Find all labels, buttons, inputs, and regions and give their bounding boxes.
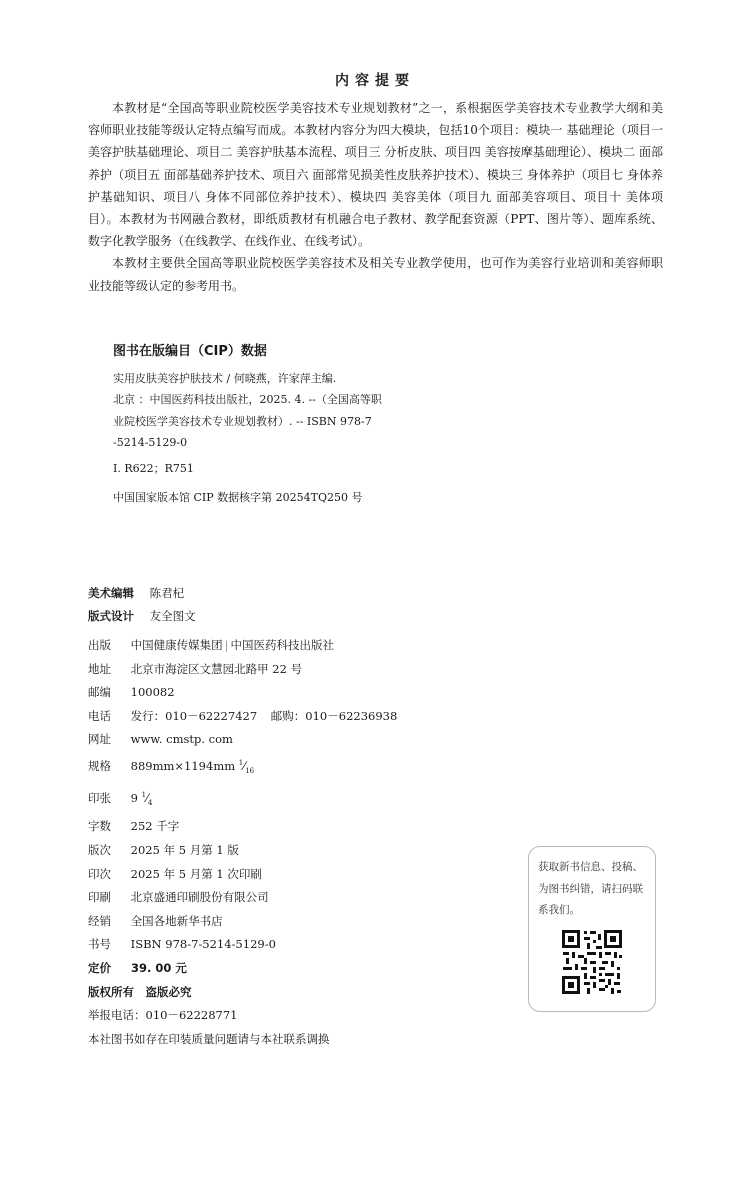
summary-paragraph-1: 本教材是“全国高等职业院校医学美容技术专业规划教材”之一，系根据医学美容技术专业教学大纲和美容师职业技能等级认定特点编写而成。本教材内容分为四大模块，包括10个项目：模块一 基础理论（项目一 美容护肤基础理论、项目二 美容护肤基本流程、项目三 分析皮肤、项目四 美容按摩基础理论）、模块二 面部养护（项目五 面部基础养护技术、项目六 面部常见损美性皮肤养护技术）、模块三 身体养护（项目七 身体养护基础知识、项目八 身体不同部位养护技术）、模块四 美容美体（项目九 面部美容项目、项目十 美体项目）。本教材为书网融合教材，即纸质教材有机融合电子教材、教学配套资源（PPT、图片等）、题库系统、数字化教学服务（在线教学、在线作业、在线考试）。 [88,101,663,249]
phone-issue: 发行：010－62227427 [130,708,258,723]
report-phone: 举报电话：010－62228771 [88,1008,238,1023]
publication-info [88,634,397,1051]
sheets-fraction-numerator: 1 [141,790,147,799]
phone-row [88,705,397,729]
spec-label: 规格 [88,758,111,773]
art-editor-label: 美术编辑 [88,586,134,600]
impression-row [88,863,397,887]
art-editor-row [88,582,196,605]
price-label: 定价 [88,960,111,975]
layout-design-value: 友全图文 [149,608,196,623]
copyright-notice: 版权所有 盗版必究 [88,984,192,999]
edition-value: 2025 年 5 月第 1 版 [130,843,239,857]
word-count-row [88,815,397,839]
address-row [88,658,397,682]
edition-row [88,839,397,863]
postcode-label: 邮编 [88,685,111,700]
price-value: 39. 00 元 [131,960,187,975]
address-value: 北京市海淀区文慧园北路甲 22 号 [130,661,303,676]
spec-row: 规格 889mm×1194mm $^1⁄_{16}$ [88,752,397,784]
publisher-row [88,634,397,658]
publisher-name: 中国医药科技出版社 [230,638,335,652]
sheets-fraction-denominator: 4 [148,798,153,807]
impression-value: 2025 年 5 月第 1 次印刷 [130,866,262,881]
cip-line: 业院校医学美容技术专业规划教材）. -- ISBN 978-7 [113,414,372,428]
publisher-separator: | [224,638,229,652]
quality-note: 本社图书如存在印装质量问题请与本社联系调换 [88,1031,330,1046]
printer-row [88,886,397,910]
postcode-value: 100082 [130,685,175,700]
summary-section [88,97,663,297]
qr-contact-card [528,846,656,1012]
impression-label: 印次 [88,866,111,881]
isbn-label: 书号 [88,937,111,952]
qr-prompt-text: 获取新书信息、投稿、为图书纠错，请扫码联系我们。 [538,861,643,916]
distributor-value: 全国各地新华书店 [130,913,223,928]
spec-fraction-denominator: 16 [245,767,255,776]
qr-code[interactable] [560,928,624,996]
website-label: 网址 [88,732,111,747]
isbn-row [88,933,397,957]
art-editor-value: 陈君杞 [149,586,185,600]
printer-label: 印刷 [88,890,111,905]
cip-line: 实用皮肤美容护肤技术 / 何晓燕，许家萍主编. [113,372,337,385]
summary-title: 内容提要 [335,73,415,89]
word-count-label: 字数 [88,819,111,834]
cip-line: 北京 ：中国医药科技出版社，2025. 4. --（全国高等职 [113,393,382,407]
summary-paragraph-2: 本教材主要供全国高等职业院校医学美容技术及相关专业教学使用，也可作为美容行业培训和美容师职业技能等级认定的参考用书。 [88,256,663,293]
website-value: www. cmstp. com [130,732,233,747]
publisher-group: 中国健康传媒集团 [130,638,223,652]
price-row [88,957,397,981]
distributor-label: 经销 [88,913,111,928]
cip-record [113,368,383,453]
cip-title: 图书在版编目（CIP）数据 [113,344,267,359]
sheets-row: 印张 9 $^1⁄_4$ [88,784,397,816]
edition-label: 版次 [88,843,111,857]
cip-classification: Ⅰ. R622；R751 [113,462,194,475]
spec-fraction-numerator: 1 [238,758,244,767]
isbn-value: ISBN 978-7-5214-5129-0 [130,937,276,952]
spec-value: 889mm×1194mm [130,758,236,773]
word-count-value: 252 千字 [130,819,180,834]
layout-design-row [88,605,196,628]
address-label: 地址 [88,661,111,676]
publisher-label: 出版 [88,638,111,652]
phone-label: 电话 [88,708,111,723]
layout-design-label: 版式设计 [88,608,134,623]
website-row [88,728,397,752]
phone-mail-order: 邮购：010－62236938 [270,708,398,723]
printer-value: 北京盛通印刷股份有限公司 [130,890,269,905]
distributor-row [88,910,397,934]
sheets-whole: 9 [130,790,138,805]
postcode-row [88,681,397,705]
sheets-label: 印张 [88,790,111,805]
cip-verification: 中国国家版本馆 CIP 数据核字第 20254TQ250 号 [113,491,363,504]
cip-line: -5214-5129-0 [113,435,188,449]
credits [88,582,196,627]
